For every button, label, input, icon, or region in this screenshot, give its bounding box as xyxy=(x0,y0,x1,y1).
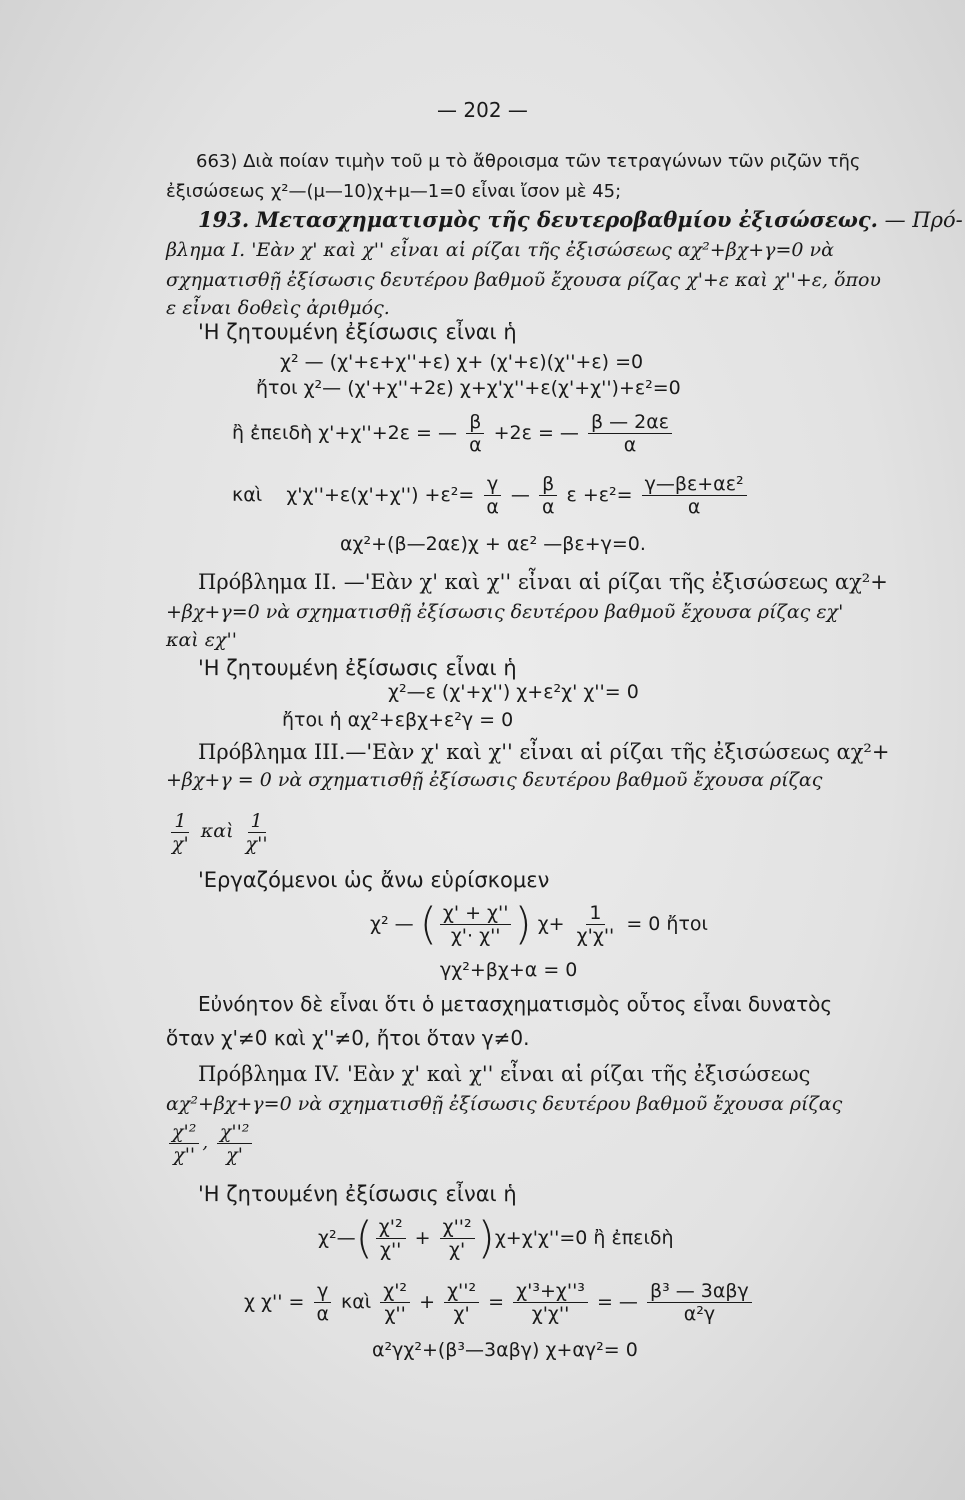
p4-comma: , xyxy=(202,1132,209,1153)
p3-root-1 xyxy=(169,810,192,855)
p4-eq2-eq2: = — xyxy=(596,1291,638,1313)
eq3-f1-num: β xyxy=(466,411,484,434)
section-title: Μετασχηματισμὸς τῆς δευτεροβαθμίου ἐξισώσεως. xyxy=(255,207,878,232)
problem-3-line2: +βχ+γ = 0 νὰ σχηματισθῇ ἐξίσωσις δευτέρου βαθμοῦ ἔχουσα ρίζας xyxy=(166,769,823,791)
p4-eq2-fraction-5 xyxy=(647,1280,752,1325)
problem-4-line1: Πρόβλημα ΙV. 'Εὰν χ' καὶ χ'' εἶναι αἱ ρίζαι τῆς ἐξισώσεως xyxy=(198,1062,811,1086)
p3-root-2 xyxy=(243,810,271,855)
problem-4-eq1 xyxy=(318,1212,938,1264)
right-paren: ) xyxy=(477,1212,495,1264)
p4-eq1-f1-num: χ'² xyxy=(376,1216,406,1239)
section-number: 193. xyxy=(198,207,250,232)
problem-4-result: α²γχ²+(β³—3αβγ) χ+αγ²= 0 xyxy=(372,1339,638,1361)
exercise-663-line1: 663) Διὰ ποίαν τιμὴν τοῦ μ τὸ ἄθροισμα τῶν τετραγώνων τῶν ριζῶν τῆς xyxy=(196,151,861,172)
problem-1-eq3 xyxy=(232,410,832,456)
problem-3-eq2: γχ²+βχ+α = 0 xyxy=(440,959,578,981)
p4-eq2-fraction-1 xyxy=(313,1280,332,1325)
p3-eq1-fraction-1 xyxy=(440,902,512,947)
eq3-lhs: ἢ ἐπειδὴ χ'+χ''+2ε = — xyxy=(232,422,458,444)
p3-eq1-f2-num: 1 xyxy=(586,902,604,925)
p3-eq1-f2-den: χ'χ'' xyxy=(576,925,615,947)
problem-4-line2: αχ²+βχ+γ=0 νὰ σχηματισθῇ ἐξίσωσις δευτέρου βαθμοῦ ἔχουσα ρίζας xyxy=(166,1093,843,1115)
p4-eq1-lhs: χ²— xyxy=(318,1227,356,1249)
eq4-fraction-2 xyxy=(539,473,558,518)
problem-3-line1: Πρόβλημα ΙΙΙ.—'Εὰν χ' καὶ χ'' εἶναι αἱ ρίζαι τῆς ἐξισώσεως αχ²+ xyxy=(198,740,890,764)
right-paren: ) xyxy=(514,898,532,950)
eq4-f3-num: γ—βε+αε² xyxy=(642,473,747,496)
p4-eq1-plus: + xyxy=(414,1227,431,1249)
eq4-f1-num: γ xyxy=(484,473,501,496)
p4-root-1 xyxy=(169,1121,199,1166)
eq3-mid: +2ε = — xyxy=(493,422,579,444)
p4-eq2-f3-den: χ' xyxy=(453,1303,470,1325)
eq4-lhs: χ'χ''+ε(χ'+χ'') +ε²= xyxy=(286,484,475,506)
problem-2-line2: +βχ+γ=0 νὰ σχηματισθῇ ἐξίσωσις δευτέρου βαθμοῦ ἔχουσα ρίζας εχ' xyxy=(166,601,844,623)
eq4-minus: — xyxy=(510,484,530,506)
p4-eq1-f1-den: χ'' xyxy=(379,1239,402,1261)
section-title-rest: — Πρό- xyxy=(884,208,963,232)
eq3-fraction-1 xyxy=(466,411,485,456)
p4-root-2 xyxy=(217,1121,253,1166)
p3-eq1-mid: χ+ xyxy=(537,913,565,935)
problem-4-roots xyxy=(166,1120,466,1166)
problem-4-eq2 xyxy=(244,1276,944,1328)
section-193-line4: ε εἶναι δοθεὶς ἀριθμός. xyxy=(166,297,390,319)
section-193-line3: σχηματισθῇ ἐξίσωσις δευτέρου βαθμοῦ ἔχουσα ρίζας χ'+ε καὶ χ''+ε, ὅπου xyxy=(166,269,881,291)
left-paren: ( xyxy=(355,1212,373,1264)
p3-eq1-f1-num: χ' + χ'' xyxy=(440,902,512,925)
p4-f1-num: χ'² xyxy=(169,1121,199,1144)
problem-3-note2: ὅταν χ'≠0 καὶ χ''≠0, ἤτοι ὅταν γ≠0. xyxy=(166,1026,530,1050)
p3-f2-den: χ'' xyxy=(245,832,268,855)
p4-eq2-f5-num: β³ — 3αβγ xyxy=(647,1280,752,1303)
eq4-f2-den: α xyxy=(541,496,555,518)
p4-eq2-f5-den: α²γ xyxy=(683,1303,716,1325)
p4-eq2-f3-num: χ''² xyxy=(444,1280,479,1303)
exercise-663-line2: ἐξισώσεως χ²—(μ—10)χ+μ—1=0 εἶναι ἴσον μὲ 45; xyxy=(166,181,622,202)
p3-f2-num: 1 xyxy=(248,810,266,833)
eq4-mid: ε +ε²= xyxy=(566,484,633,506)
problem-4-intro: 'Η ζητουμένη ἐξίσωσις εἶναι ἡ xyxy=(198,1182,517,1206)
p4-eq2-fraction-3 xyxy=(444,1280,479,1325)
p4-eq2-kai: καὶ xyxy=(341,1291,372,1313)
p4-eq2-f4-num: χ'³+χ''³ xyxy=(513,1280,588,1303)
page-number: — 202 — xyxy=(437,98,528,122)
eq3-fraction-2 xyxy=(588,411,672,456)
p4-eq2-f1-num: γ xyxy=(314,1280,331,1303)
problem-3-roots xyxy=(166,808,466,855)
eq3-f2-num: β — 2αε xyxy=(588,411,672,434)
p4-eq1-f2-num: χ''² xyxy=(440,1216,475,1239)
eq4-f1-den: α xyxy=(486,496,499,518)
p4-eq2-eq1: = xyxy=(488,1291,505,1313)
problem-2-eq2: ἤτοι ἡ αχ²+εβχ+ε²γ = 0 xyxy=(282,709,514,731)
p4-eq2-fraction-4 xyxy=(513,1280,588,1325)
p4-eq1-f2-den: χ' xyxy=(449,1239,466,1261)
p4-eq2-plus: + xyxy=(419,1291,436,1313)
problem-1-result: αχ²+(β—2αε)χ + αε² —βε+γ=0. xyxy=(340,533,646,555)
problem-3-eq1 xyxy=(370,898,930,950)
p3-f1-den: χ' xyxy=(172,832,189,855)
problem-1-eq1: χ² — (χ'+ε+χ''+ε) χ+ (χ'+ε)(χ''+ε) =0 xyxy=(280,351,644,373)
eq4-f3-den: α xyxy=(687,496,701,518)
p3-eq1-fraction-2 xyxy=(574,902,618,947)
problem-3-work: 'Εργαζόμενοι ὡς ἄνω εὑρίσκομεν xyxy=(198,868,550,892)
left-paren: ( xyxy=(419,898,437,950)
eq3-f2-den: α xyxy=(623,434,637,456)
section-193-heading xyxy=(198,206,963,234)
p3-kai: καὶ xyxy=(200,820,234,842)
section-193-line2: βλημα Ι. 'Εὰν χ' καὶ χ'' εἶναι αἱ ρίζαι τῆς ἐξισώσεως αχ²+βχ+γ=0 νὰ xyxy=(166,239,834,261)
eq4-f2-num: β xyxy=(539,473,557,496)
p4-f1-den: χ'' xyxy=(173,1143,196,1166)
eq3-f1-den: α xyxy=(469,434,482,456)
problem-1-eq4 xyxy=(232,472,932,518)
p4-f2-den: χ' xyxy=(226,1143,243,1166)
p3-eq1-lhs: χ² — xyxy=(370,913,414,935)
problem-1-eq2: ἤτοι χ²— (χ'+χ''+2ε) χ+χ'χ''+ε(χ'+χ'')+ε²=0 xyxy=(256,377,681,399)
p3-eq1-f1-den: χ'· χ'' xyxy=(450,925,501,947)
problem-2-intro: 'Η ζητουμένη ἐξίσωσις εἶναι ἡ xyxy=(198,656,517,680)
problem-2-line3: καὶ εχ'' xyxy=(166,629,237,651)
p4-eq1-rhs: χ+χ'χ''=0 ἢ ἐπειδὴ xyxy=(494,1227,674,1249)
problem-1-intro: 'Η ζητουμένη ἐξίσωσις εἶναι ἡ xyxy=(198,320,517,344)
p4-eq2-lhs: χ χ'' = xyxy=(244,1291,305,1313)
p4-eq2-fraction-2 xyxy=(380,1280,410,1325)
eq4-kai: καὶ xyxy=(232,484,263,506)
problem-3-note1: Εὐνόητον δὲ εἶναι ὅτι ὁ μετασχηματισμὸς οὗτος εἶναι δυνατὸς xyxy=(198,992,833,1016)
p4-eq2-f2-den: χ'' xyxy=(384,1303,406,1325)
p3-f1-num: 1 xyxy=(171,810,189,833)
p4-eq2-f1-den: α xyxy=(316,1303,329,1325)
problem-2-line1: Πρόβλημα ΙΙ. —'Εὰν χ' καὶ χ'' εἶναι αἱ ρίζαι τῆς ἐξισώσεως αχ²+ xyxy=(198,570,888,594)
p4-eq2-f2-num: χ'² xyxy=(380,1280,410,1303)
p4-eq1-fraction-2 xyxy=(440,1216,475,1261)
p3-eq1-rhs: = 0 ἤτοι xyxy=(626,913,708,935)
eq4-fraction-3 xyxy=(642,473,747,518)
p4-f2-num: χ''² xyxy=(217,1121,253,1144)
eq4-fraction-1 xyxy=(483,473,502,518)
p4-eq2-f4-den: χ'χ'' xyxy=(531,1303,570,1325)
p4-eq1-fraction-1 xyxy=(376,1216,406,1261)
problem-2-eq1: χ²—ε (χ'+χ'') χ+ε²χ' χ''= 0 xyxy=(388,681,639,703)
